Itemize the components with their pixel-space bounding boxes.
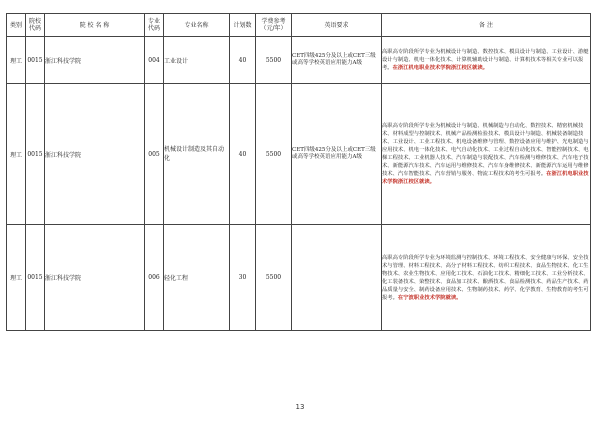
- note-highlight: 在浙江机电职业技术学院浙江校区就读。: [382, 171, 589, 185]
- header-tuition: 学费参考 （元/年）: [256, 14, 292, 37]
- cell-category: 理工: [7, 37, 26, 84]
- note-text: 高职高专阶段所学专业为环境监测与控制技术、环境工程技术、安全健康与环保、安全技术与管理、材料工程技术、高分子材料工程技术、纺织工程技术、食品生物技术、化工生物技术、农业生物技术、应用化工技术、石油化工技术、精细化工技术、工业分析技术、化工装备技术、染整技术、食品加工技术、酿酒技术、食品检测技术、药品生产技术、药品质量与安全、制药设备应用技术、生物制药技术、药学、化学教育、生物教育的考生可报考。: [382, 254, 589, 301]
- cell-tuition: 5500: [256, 37, 292, 84]
- header-plan: 计划数: [230, 14, 256, 37]
- header-school-code: 院校 代码: [26, 14, 45, 37]
- note-highlight: 在浙江机电职业技术学院浙江校区就读。: [392, 65, 488, 71]
- note-text: 高职高专阶段所学专业为机械设计与制造、机械制造与自动化、数控技术、精密机械技术、材料成型与控制技术、机械产品检测检验技术、模具设计与制造、机械装备制造技术、工业设计、工业工程技术、机电设备维修与管理、数控设备应用与维护、光电制造与应用技术、机电一体化技术、电气自动化技术、工业过程自动化技术、智能控制技术、电梯工程技术、工业机器人技术、汽车制造与装配技术、汽车检测与维修技术、汽车电子技术、新能源汽车技术、汽车运用与维修技术、汽车车身维修技术、新能源汽车运用与维修技术、汽车智能技术、汽车营销与服务、物流工程技术的考生可报考。: [382, 123, 589, 177]
- cell-major-name: 机械设计制造及其自动化: [164, 84, 230, 225]
- cell-school-code: 0015: [26, 37, 45, 84]
- cell-school-name: 浙江科技学院: [45, 225, 145, 331]
- note-text: 高职高专阶段所学专业为机械设计与制造、数控技术、模具设计与制造、工业设计、游艇设计与制造、机电一体化技术、计算机辅助设计与制造、计算机技术等相关专业可以报考。: [382, 49, 589, 71]
- table-row: [7, 225, 591, 331]
- header-category: 类别: [7, 14, 26, 37]
- cell-tuition: 5500: [256, 225, 292, 331]
- cell-major-code: 005: [145, 84, 164, 225]
- cell-category: 理工: [7, 84, 26, 225]
- cell-school-code: 0015: [26, 84, 45, 225]
- cell-tuition: 5500: [256, 84, 292, 225]
- cell-major-name: 工业设计: [164, 37, 230, 84]
- cell-plan: 40: [230, 37, 256, 84]
- cell-plan: 30: [230, 225, 256, 331]
- header-english: 英语要求: [292, 14, 382, 37]
- cell-major-code: 004: [145, 37, 164, 84]
- note-highlight: 在宁波职业技术学院就读。: [397, 294, 462, 301]
- header-notes: 备 注: [382, 14, 591, 37]
- cell-english: CET四级425分及以上或CET三级或高等学校英语应用能力A级: [292, 37, 382, 84]
- header-row: [7, 14, 591, 37]
- cell-school-code: 0015: [26, 225, 45, 331]
- cell-english: [292, 225, 382, 331]
- cell-category: 理工: [7, 225, 26, 331]
- cell-notes: [382, 37, 591, 84]
- table-row: [7, 84, 591, 225]
- admission-table: [6, 13, 591, 331]
- cell-plan: 40: [230, 84, 256, 225]
- cell-major-code: 006: [145, 225, 164, 331]
- cell-english: CET四级425分及以上或CET三级或高等学校英语应用能力A级: [292, 84, 382, 225]
- cell-major-name: 轻化工程: [164, 225, 230, 331]
- page-number: 13: [295, 403, 305, 411]
- cell-school-name: 浙江科技学院: [45, 37, 145, 84]
- cell-school-name: 浙江科技学院: [45, 84, 145, 225]
- cell-notes: [382, 84, 591, 225]
- cell-notes: [382, 225, 591, 331]
- header-school-name: 院 校 名 称: [45, 14, 145, 37]
- header-major-code: 专业 代码: [145, 14, 164, 37]
- header-major-name: 专业名称: [164, 14, 230, 37]
- table-row: [7, 37, 591, 84]
